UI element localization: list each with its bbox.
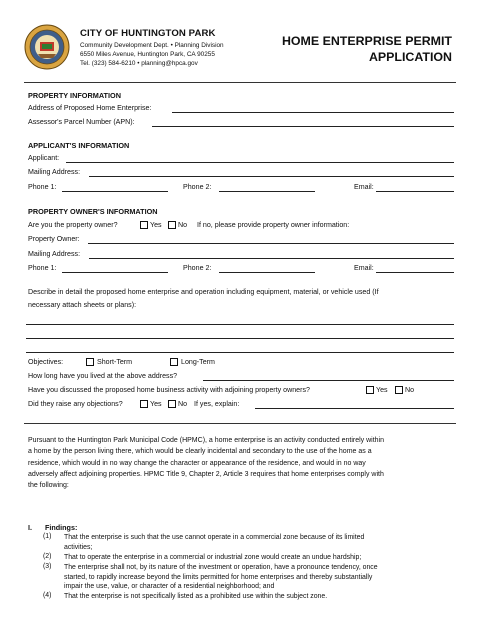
org-address: 6550 Miles Avenue, Huntington Park, CA 90255: [80, 51, 215, 58]
title-line-2: APPLICATION: [368, 50, 452, 64]
header-divider: [24, 82, 456, 83]
discussed-no-checkbox[interactable]: [395, 386, 403, 394]
discussed-yes-checkbox[interactable]: [366, 386, 374, 394]
discussed-label: Have you discussed the proposed home business activity with adjoining property owners?: [28, 386, 310, 394]
owner-phone2-label: Phone 2:: [183, 264, 212, 272]
finding-item: [64, 563, 454, 592]
finding-number: (1): [43, 533, 52, 540]
finding-line: impair the use, value, or character of a residential neighborhood; and: [64, 583, 275, 591]
address-field[interactable]: [172, 112, 454, 113]
describe-line-1: Describe in detail the proposed home enterprise and operation including equipment, material, or vehicle used (If: [28, 288, 379, 296]
applicant-phone2-label: Phone 2:: [183, 183, 212, 191]
owner-mailing-label: Mailing Address:: [28, 250, 81, 258]
findings-title: Findings:: [45, 523, 78, 532]
applicant-phone2-field[interactable]: [219, 191, 315, 192]
address-label: Address of Proposed Home Enterprise:: [28, 104, 152, 112]
applicant-email-field[interactable]: [376, 191, 454, 192]
org-contact: Tel. (323) 584-6210 • planning@hpca.gov: [80, 60, 198, 67]
intro-line: a home by the person living there, which would be clearly incidental and secondary to the use of the home as a: [28, 448, 372, 456]
applicant-email-label: Email:: [354, 183, 374, 191]
owner-info-heading: PROPERTY OWNER'S INFORMATION: [28, 207, 158, 216]
finding-item: [64, 553, 454, 563]
owner-no-label: No: [178, 221, 188, 229]
org-name: CITY OF HUNTINGTON PARK: [80, 28, 216, 39]
intro-paragraph: [28, 435, 454, 491]
property-owner-field[interactable]: [88, 243, 454, 244]
property-info-heading: PROPERTY INFORMATION: [28, 91, 121, 100]
finding-line: started, to rapidly increase beyond the limits permitted for home enterprises and thereby substantially: [64, 573, 373, 581]
finding-line: That to operate the enterprise in a commercial or industrial zone would create an undue hardship;: [64, 554, 362, 561]
describe-line-field-3[interactable]: [26, 352, 454, 353]
finding-number: (3): [43, 563, 52, 570]
discussed-no-label: No: [405, 386, 415, 394]
short-term-label: Short-Term: [97, 358, 133, 366]
finding-number: (4): [43, 592, 52, 599]
objections-yes-checkbox[interactable]: [140, 400, 148, 408]
owner-email-field[interactable]: [376, 272, 454, 273]
findings-number: I.: [28, 523, 32, 532]
finding-line: The enterprise shall not, by its nature of the investment or operation, have a pronounce tendency, once: [64, 564, 378, 571]
owner-question: Are you the property owner?: [28, 221, 118, 229]
how-long-label: How long have you lived at the above address?: [28, 372, 178, 380]
owner-no-checkbox[interactable]: [168, 221, 176, 229]
section-divider: [24, 423, 456, 424]
owner-yes-label: Yes: [150, 221, 162, 229]
finding-line: That the enterprise is such that the use cannot operate in a commercial zone because of its limited: [64, 534, 365, 541]
owner-email-label: Email:: [354, 264, 374, 272]
city-seal-icon: [24, 24, 70, 70]
apn-field[interactable]: [152, 126, 454, 127]
document-title: [242, 33, 452, 65]
owner-mailing-field[interactable]: [89, 258, 454, 259]
describe-line-field-2[interactable]: [26, 338, 454, 339]
owner-yes-checkbox[interactable]: [140, 221, 148, 229]
applicant-mailing-label: Mailing Address:: [28, 168, 81, 176]
applicant-mailing-field[interactable]: [89, 176, 454, 177]
objectives-label: Objectives:: [28, 358, 64, 366]
applicant-info-heading: APPLICANT'S INFORMATION: [28, 141, 130, 150]
finding-item: [64, 533, 454, 552]
finding-item: [64, 592, 454, 602]
property-owner-label: Property Owner:: [28, 235, 80, 243]
finding-line: activities;: [64, 543, 93, 551]
org-department: Community Development Dept. • Planning Division: [80, 42, 224, 49]
describe-line-field-1[interactable]: [26, 324, 454, 325]
long-term-label: Long-Term: [181, 358, 215, 366]
intro-line: the following:: [28, 482, 69, 490]
objections-label: Did they raise any objections?: [28, 400, 123, 408]
describe-line-2: necessary attach sheets or plans):: [28, 301, 137, 309]
applicant-field[interactable]: [66, 162, 454, 163]
how-long-field[interactable]: [203, 380, 454, 381]
long-term-checkbox[interactable]: [170, 358, 178, 366]
short-term-checkbox[interactable]: [86, 358, 94, 366]
finding-number: (2): [43, 553, 52, 560]
objections-no-label: No: [178, 400, 188, 408]
applicant-phone1-field[interactable]: [62, 191, 168, 192]
apn-label: Assessor's Parcel Number (APN):: [28, 118, 135, 126]
intro-line: residence, which would in no way change the character or appearance of the residence, and would in no way: [28, 459, 366, 467]
objections-yes-label: Yes: [150, 400, 162, 408]
finding-line: That the enterprise is not specifically listed as a prohibited use within the subject zone.: [64, 593, 328, 600]
if-yes-label: If yes, explain:: [194, 400, 240, 408]
intro-line: adversely affect adjoining properties. HPMC Title 9, Chapter 2, Article 3 requires that home enterprises comply with: [28, 470, 384, 478]
owner-phone1-field[interactable]: [62, 272, 168, 273]
discussed-yes-label: Yes: [376, 386, 388, 394]
title-line-1: HOME ENTERPRISE PERMIT: [281, 34, 452, 48]
owner-if-no: If no, please provide property owner information:: [197, 221, 350, 229]
explain-field[interactable]: [255, 408, 454, 409]
owner-phone1-label: Phone 1:: [28, 264, 57, 272]
owner-phone2-field[interactable]: [219, 272, 315, 273]
intro-line: Pursuant to the Huntington Park Municipal Code (HPMC), a home enterprise is an activity conducted entirely within: [28, 437, 385, 444]
findings-heading: [28, 523, 77, 532]
applicant-phone1-label: Phone 1:: [28, 183, 57, 191]
objections-no-checkbox[interactable]: [168, 400, 176, 408]
applicant-label: Applicant:: [28, 154, 60, 162]
